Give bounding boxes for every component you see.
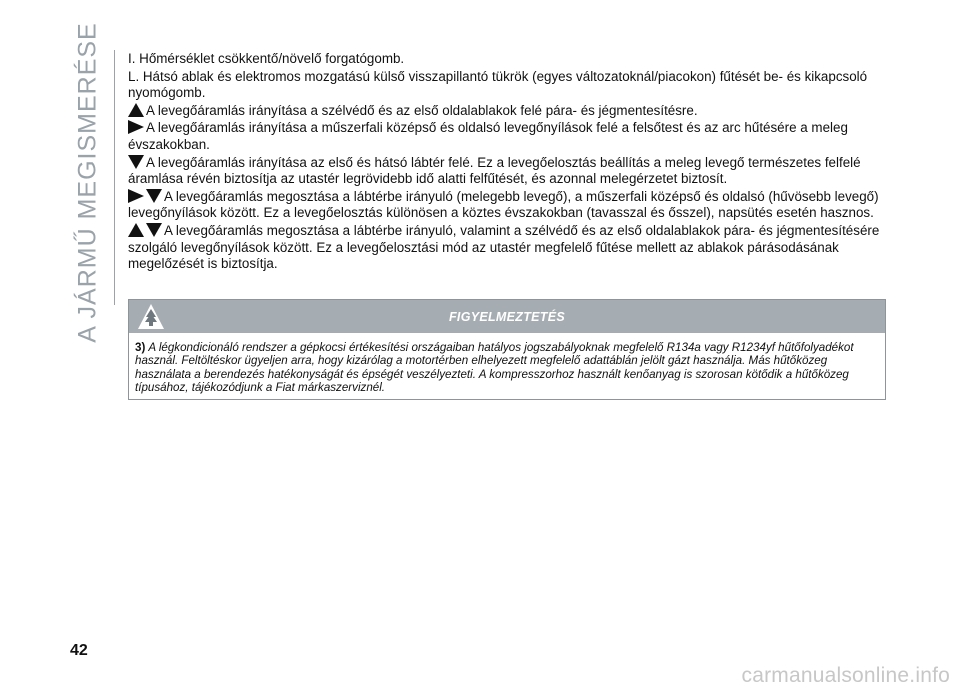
face-vent-arrow-icon	[128, 189, 144, 203]
windshield-arrow-icon	[128, 223, 144, 237]
main-content	[128, 51, 888, 274]
foot-vent-arrow-icon	[146, 223, 162, 237]
paragraph-windshield-foot: A levegőáramlás megosztása a lábtérbe irányuló, valamint a szélvédő és az első oldalablakok pára- és jégmentesítésére szolgáló levegőnyílások között. Ez a levegőelosztási mód az utastér megfelelő fűtése mellett az ablakok párásodásának megelőzését is biztosítja.	[128, 222, 880, 272]
face-vent-arrow-icon	[128, 120, 144, 134]
paragraph-face-foot: A levegőáramlás megosztása a lábtérbe irányuló (melegebb levegő), a műszerfali középső és oldalsó (hűvösebb levegő) levegőnyílások között. Ez a levegőelosztás különösen a köztes évszakokban (tavasszal és ősszel), napsütés esetén hasznos.	[128, 188, 879, 221]
paragraph-l: L. Hátsó ablak és elektromos mozgatású külső visszapillantó tükrök (egyes változatoknál/piacokon) fűtését be- és kikapcsoló nyomógomb.	[128, 68, 868, 101]
paragraph-i: I. Hőmérséklet csökkentő/növelő forgatógomb.	[128, 51, 405, 66]
page-number: 42	[70, 642, 88, 659]
footnote-number: 3)	[135, 341, 146, 354]
sidebar-rule	[114, 50, 115, 305]
foot-vent-arrow-icon	[146, 189, 162, 203]
warning-body	[129, 333, 885, 395]
paragraph-windshield: A levegőáramlás irányítása a szélvédő és az első oldalablakok felé pára- és jégmentesítésre.	[128, 103, 888, 120]
paragraph-face-vent: A levegőáramlás irányítása a műszerfali középső és oldalsó levegőnyílások felé a felsőtest és az arc hűtésére a meleg évszakokban.	[128, 120, 848, 152]
warning-box	[128, 299, 886, 400]
section-title-vertical	[70, 21, 106, 343]
warning-header	[129, 300, 885, 333]
paragraph-foot-vent: A levegőáramlás irányítása az első és hátsó lábtér felé. Ez a levegőelosztás beállítás a meleg levegő természetes felfelé áramlása révén biztosítja az utastér legrövidebb idő alatti felfűtését, és azonnal melegérzetet biztosít.	[128, 154, 861, 187]
warning-title: FIGYELMEZTETÉS	[448, 310, 565, 324]
watermark: carmanualsonline.info	[741, 664, 950, 687]
warning-text: A légkondicionáló rendszer a gépkocsi értékesítési országaiban hatályos jogszabályoknak megfelelő R134a vagy R1234yf hűtőfolyadékot használ. Feltöltéskor ügyeljen arra, hogy kizárólag a motortérben elhelyezett megfelelő adattáblán jelölt gázt használja. Más hűtőközeg használata a berendezés hatékonyságát és épségét veszélyezteti. A kompresszorhoz használt kenőanyag is szorosan kötődik a hűtőközeg típusához, tájékozódjunk a Fiat márkaszerviznél.	[135, 341, 854, 395]
windshield-arrow-icon	[128, 103, 144, 117]
foot-vent-arrow-icon	[128, 155, 144, 169]
section-title-text: A JÁRMŰ MEGISMERÉSE	[73, 21, 102, 343]
